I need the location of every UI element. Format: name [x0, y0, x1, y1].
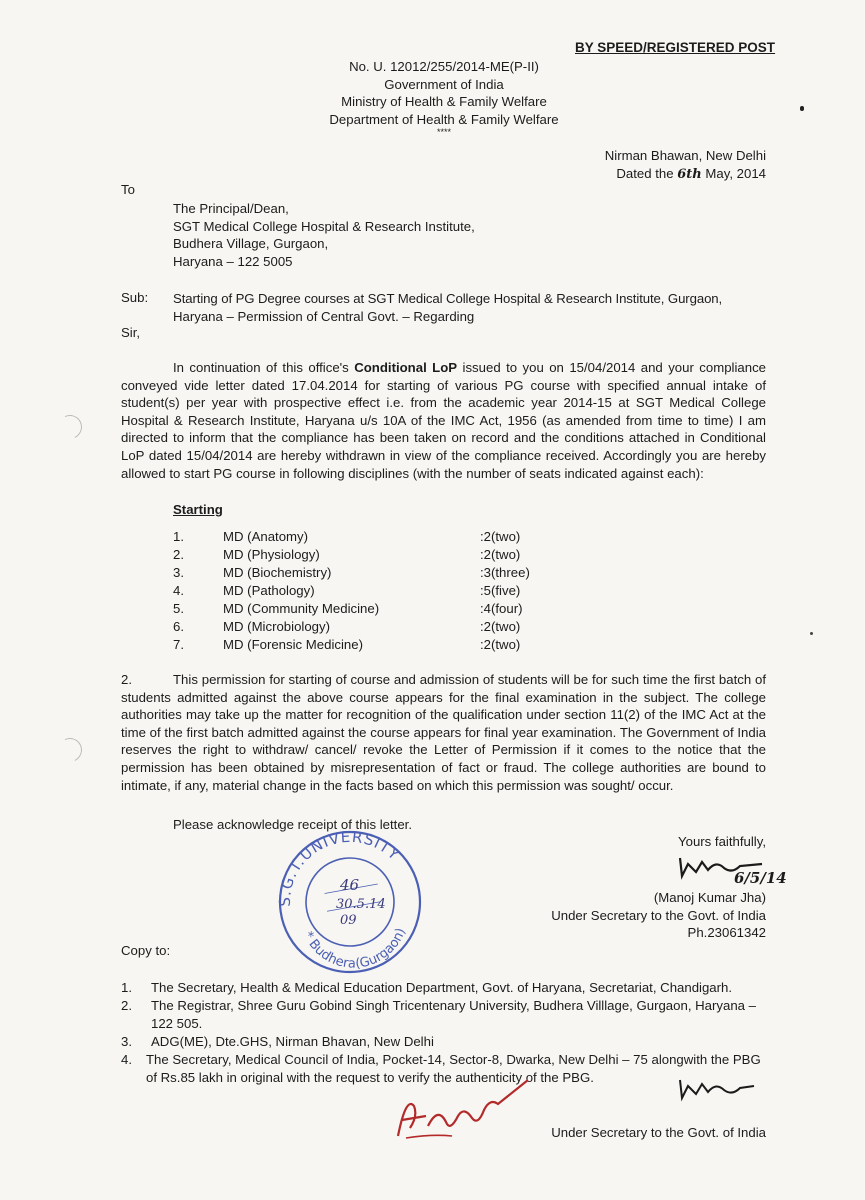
conditional-lop: Conditional LoP: [354, 360, 458, 375]
discipline-seats: :2(two): [480, 547, 521, 562]
paragraph-1: [121, 359, 766, 482]
discipline-seats: :3(three): [480, 565, 530, 580]
para2-num: 2.: [121, 672, 132, 687]
dated-prefix: Dated the: [616, 165, 674, 181]
dated-line: [540, 165, 766, 184]
signatory-designation: Under Secretary to the Govt. of India: [551, 907, 766, 923]
dated-suffix: May, 2014: [705, 165, 766, 181]
discipline-seats: :5(five): [480, 583, 521, 598]
para1-lead: In continuation of this office's: [173, 360, 355, 375]
stamp-date: 30.5.14: [336, 897, 386, 912]
discipline-seats: :2(two): [480, 637, 521, 652]
salutation: Sir,: [121, 325, 141, 340]
svg-text:* Budhera(Gurgaon): * Budhera(Gurgaon): [300, 926, 409, 972]
department-name: Department of Health & Family Welfare: [329, 111, 559, 127]
discipline-name: MD (Biochemistry): [223, 565, 332, 580]
discipline-name: MD (Forensic Medicine): [223, 637, 363, 652]
header-stars: ****: [436, 127, 451, 138]
stamp-inward-no: 46: [340, 876, 360, 894]
copy-to-num: 2.: [121, 998, 132, 1013]
copy-to-text: The Registrar, Shree Guru Gobind Singh Tricentenary University, Budhera Villlage, Gurgaon, Haryana – 122 505.: [151, 998, 756, 1031]
addressee-line: Haryana – 122 5005: [173, 253, 293, 269]
punch-hole-mark: [55, 735, 86, 766]
discipline-row: [0, 565, 600, 583]
discipline-name: MD (Community Medicine): [223, 601, 380, 616]
place: Nirman Bhawan, New Delhi: [604, 148, 766, 163]
initials-mark: [676, 1074, 756, 1104]
para2-body: This permission for starting of course and admission of students will be for such time the first batch of students admitted against the above course appears for the final examination in the subject. The college authorities may take up the matter for recognition of the qualification under section 11(2) of the IMC Act at the time of the first batch admitted against the course appears for final year examination. The Government of India reserves the right to withdraw/ cancel/ revoke the Letter of Permission if it comes to the notice that the permission has been obtained by misrepresentation of fact or fraud. The college authorities are bound to intimate, if any, material change in the facts based on which this permission was sought/ occur.: [121, 672, 766, 793]
svg-text:S.G.T.UNIVERSITY: S.G.T.UNIVERSITY: [275, 828, 404, 907]
signatory-phone: Ph.23061342: [687, 925, 766, 941]
discipline-row: [0, 619, 600, 637]
subject-label: Sub:: [121, 290, 149, 305]
discipline-row: [0, 529, 600, 547]
discipline-seats: :2(two): [480, 529, 521, 544]
discipline-num: 6.: [173, 619, 184, 634]
copy-to-num: 4.: [121, 1052, 132, 1067]
government-name: Government of India: [384, 76, 504, 92]
letterhead: [294, 58, 594, 137]
stamp-file: 09: [340, 913, 357, 928]
discipline-num: 7.: [173, 637, 184, 652]
disciplines-heading: Starting: [173, 502, 223, 517]
subject-line: Haryana – Permission of Central Govt. – Regarding: [173, 308, 475, 324]
discipline-num: 2.: [173, 547, 184, 562]
discipline-row: [0, 637, 600, 655]
subject-line: Starting of PG Degree courses at SGT Medical College Hospital & Research Institute, Gurgaon,: [173, 291, 723, 306]
para1-body: issued to you on 15/04/2014 and your compliance conveyed vide letter dated 17.04.2014 for starting of various PG course with specified annual intake of student(s) per year with prospective effect i.e. from the academic year 2014-15 at SGT Medical College Hospital & Research Institute, Haryana u/s 10A of the IMC Act, 1956 (as amended from time to time) I am directed to inform that the compliance has been taken on record and the conditions attached in Conditional LoP dated 15/04/2014 are hereby withdrawn in view of the compliance received. Accordingly you are hereby allowed to start PG course in following disciplines (with the number of seats indicated against each):: [121, 360, 766, 481]
copy-to-label: Copy to:: [121, 943, 171, 958]
discipline-name: MD (Pathology): [223, 583, 315, 598]
copy-to-text: ADG(ME), Dte.GHS, Nirman Bhavan, New Delhi: [151, 1034, 434, 1049]
discipline-seats: :2(two): [480, 619, 521, 634]
discipline-seats: :4(four): [480, 601, 523, 616]
discipline-num: 5.: [173, 601, 184, 616]
punch-hole-mark: [55, 412, 86, 443]
acknowledge-line: Please acknowledge receipt of this letter.: [173, 817, 412, 832]
addressee-line: Budhera Village, Gurgaon,: [173, 236, 329, 252]
discipline-name: MD (Microbiology): [223, 619, 330, 634]
copy-to-num: 3.: [121, 1034, 132, 1049]
ministry-name: Ministry of Health & Family Welfare: [341, 94, 547, 110]
discipline-row: [0, 583, 600, 601]
discipline-row: [0, 601, 600, 619]
file-number: No. U. 12012/255/2014-ME(P-II): [349, 59, 539, 74]
paragraph-2: [121, 671, 766, 794]
copy-to-text: The Secretary, Medical Council of India, Pocket-14, Sector-8, Dwarka, New Delhi – 75 alongwith the PBG of Rs.85 lakh in original with the request to verify the authenticity of the PBG.: [146, 1052, 761, 1085]
discipline-row: [0, 547, 600, 565]
closing: Yours faithfully,: [678, 834, 766, 849]
addressee-line: SGT Medical College Hospital & Research Institute,: [173, 218, 475, 234]
place-date: [540, 147, 766, 183]
signature-date: 6/5/14: [734, 869, 787, 887]
addressee-line: The Principal/Dean,: [173, 201, 289, 216]
discipline-name: MD (Physiology): [223, 547, 320, 562]
subject-text: [173, 290, 766, 325]
discipline-num: 4.: [173, 583, 184, 598]
footer-designation: Under Secretary to the Govt. of India: [551, 1125, 766, 1140]
ink-speck: [800, 106, 804, 111]
discipline-num: 1.: [173, 529, 184, 544]
copy-to-num: 1.: [121, 980, 132, 995]
handwritten-day: 6th: [677, 166, 702, 182]
discipline-num: 3.: [173, 565, 184, 580]
signatory-name: (Manoj Kumar Jha): [653, 890, 766, 905]
ink-speck: [810, 632, 813, 635]
university-stamp: [268, 828, 432, 976]
addressee-block: [173, 200, 475, 270]
discipline-name: MD (Anatomy): [223, 529, 308, 544]
post-mode: BY SPEED/REGISTERED POST: [575, 40, 776, 55]
signatory-block: [500, 889, 766, 942]
copy-to-text: The Secretary, Health & Medical Education Department, Govt. of Haryana, Secretariat, Chandigarh.: [151, 980, 733, 995]
to-label: To: [121, 182, 135, 197]
